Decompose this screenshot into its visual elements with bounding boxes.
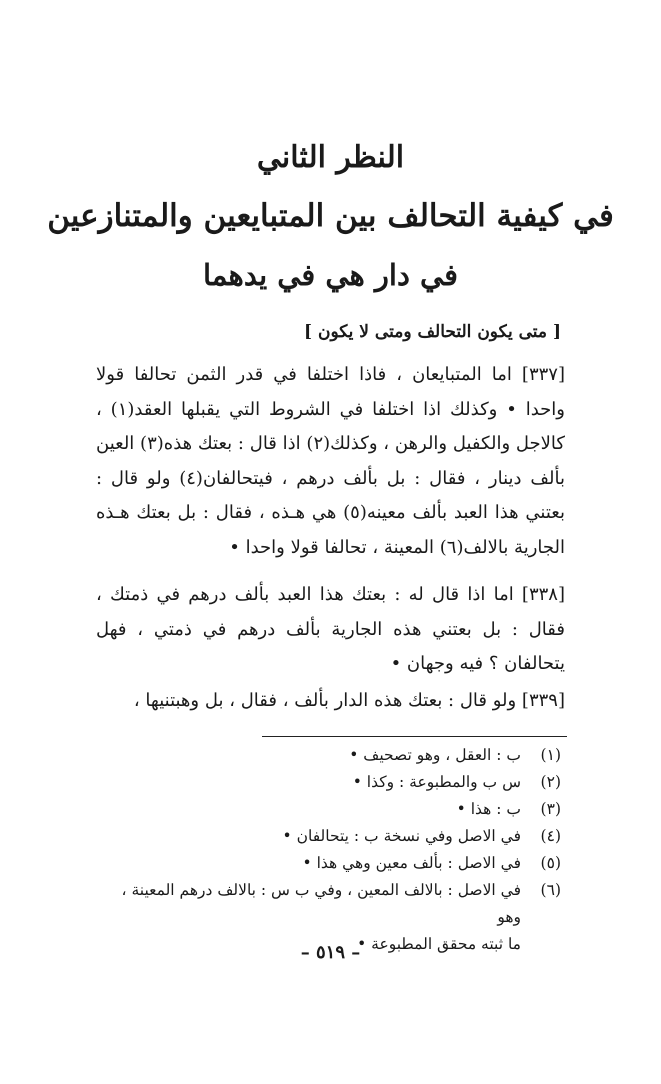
footnote-number: (٥) <box>540 854 561 872</box>
footnote-text: س ب والمطبوعة : وكذا • <box>352 773 521 791</box>
footnote <box>96 796 561 823</box>
footnote-text: في الاصل وفي نسخة ب : يتحالفان • <box>282 827 521 845</box>
footnote-number: (١) <box>540 746 561 764</box>
footnote <box>96 742 561 769</box>
footnote-number: (٦) <box>540 881 561 899</box>
paragraph-338: [٣٣٨] اما اذا قال له : بعتك هذا العبد بألف درهم في ذمتك ، فقال : بل بعتني هذه الجارية بألف درهم في ذمتي ، فهل يتحالفان ؟ فيه وجهان • <box>96 584 565 674</box>
footnote <box>96 850 561 877</box>
chapter-title: النظر الثاني <box>256 140 405 175</box>
section-title: في كيفية التحالف بين المتبايعين والمتنازعين <box>47 198 614 234</box>
footnote-number: (٣) <box>540 800 561 818</box>
footnote-continuation: ما ثبته محقق المطبوعة • <box>357 935 521 953</box>
footnote-text: ب : العقل ، وهو تصحيف • <box>349 746 521 764</box>
footnotes <box>96 742 561 958</box>
footnote <box>96 823 561 850</box>
footnote-text: ب : هذا • <box>456 800 521 818</box>
footnote <box>96 769 561 796</box>
paragraph-339: [٣٣٩] ولو قال : بعتك هذه الدار بألف ، فقال ، بل وهبتنيها ، <box>133 690 565 711</box>
section-subtitle: في دار هي في يدهما <box>202 258 459 292</box>
page-number: – ٥١٩ – <box>300 942 361 963</box>
footnote-text: في الاصل : بالالف المعين ، وفي ب س : بالالف درهم المعينة ، وهو <box>121 881 521 926</box>
footnote <box>96 877 561 931</box>
footnote-number: (٢) <box>540 773 561 791</box>
footnote-divider <box>262 736 567 737</box>
footnote-text: في الاصل : بألف معين وهي هذا • <box>302 854 521 872</box>
topic-heading: [ متى يكون التحالف ومتى لا يكون ] <box>304 322 561 342</box>
paragraph-337: [٣٣٧] اما المتبايعان ، فاذا اختلفا في قدر الثمن تحالفا قولا واحدا • وكذلك اذا اختلفا في الشروط التي يقبلها العقد(١) ، كالاجل والكفيل والرهن ، وكذلك(٢) اذا قال : بعتك هذه(٣) العين بألف دينار ، فقال : بل بألف درهم ، فيتحالفان(٤) ولو قال : بعتني هذا العبد بألف معينه(٥) هي هـذه ، فقال : بل بعتك هـذه الجارية بالالف(٦) المعينة ، تحالفا قولا واحدا • <box>96 364 565 558</box>
footnote-number: (٤) <box>540 827 561 845</box>
